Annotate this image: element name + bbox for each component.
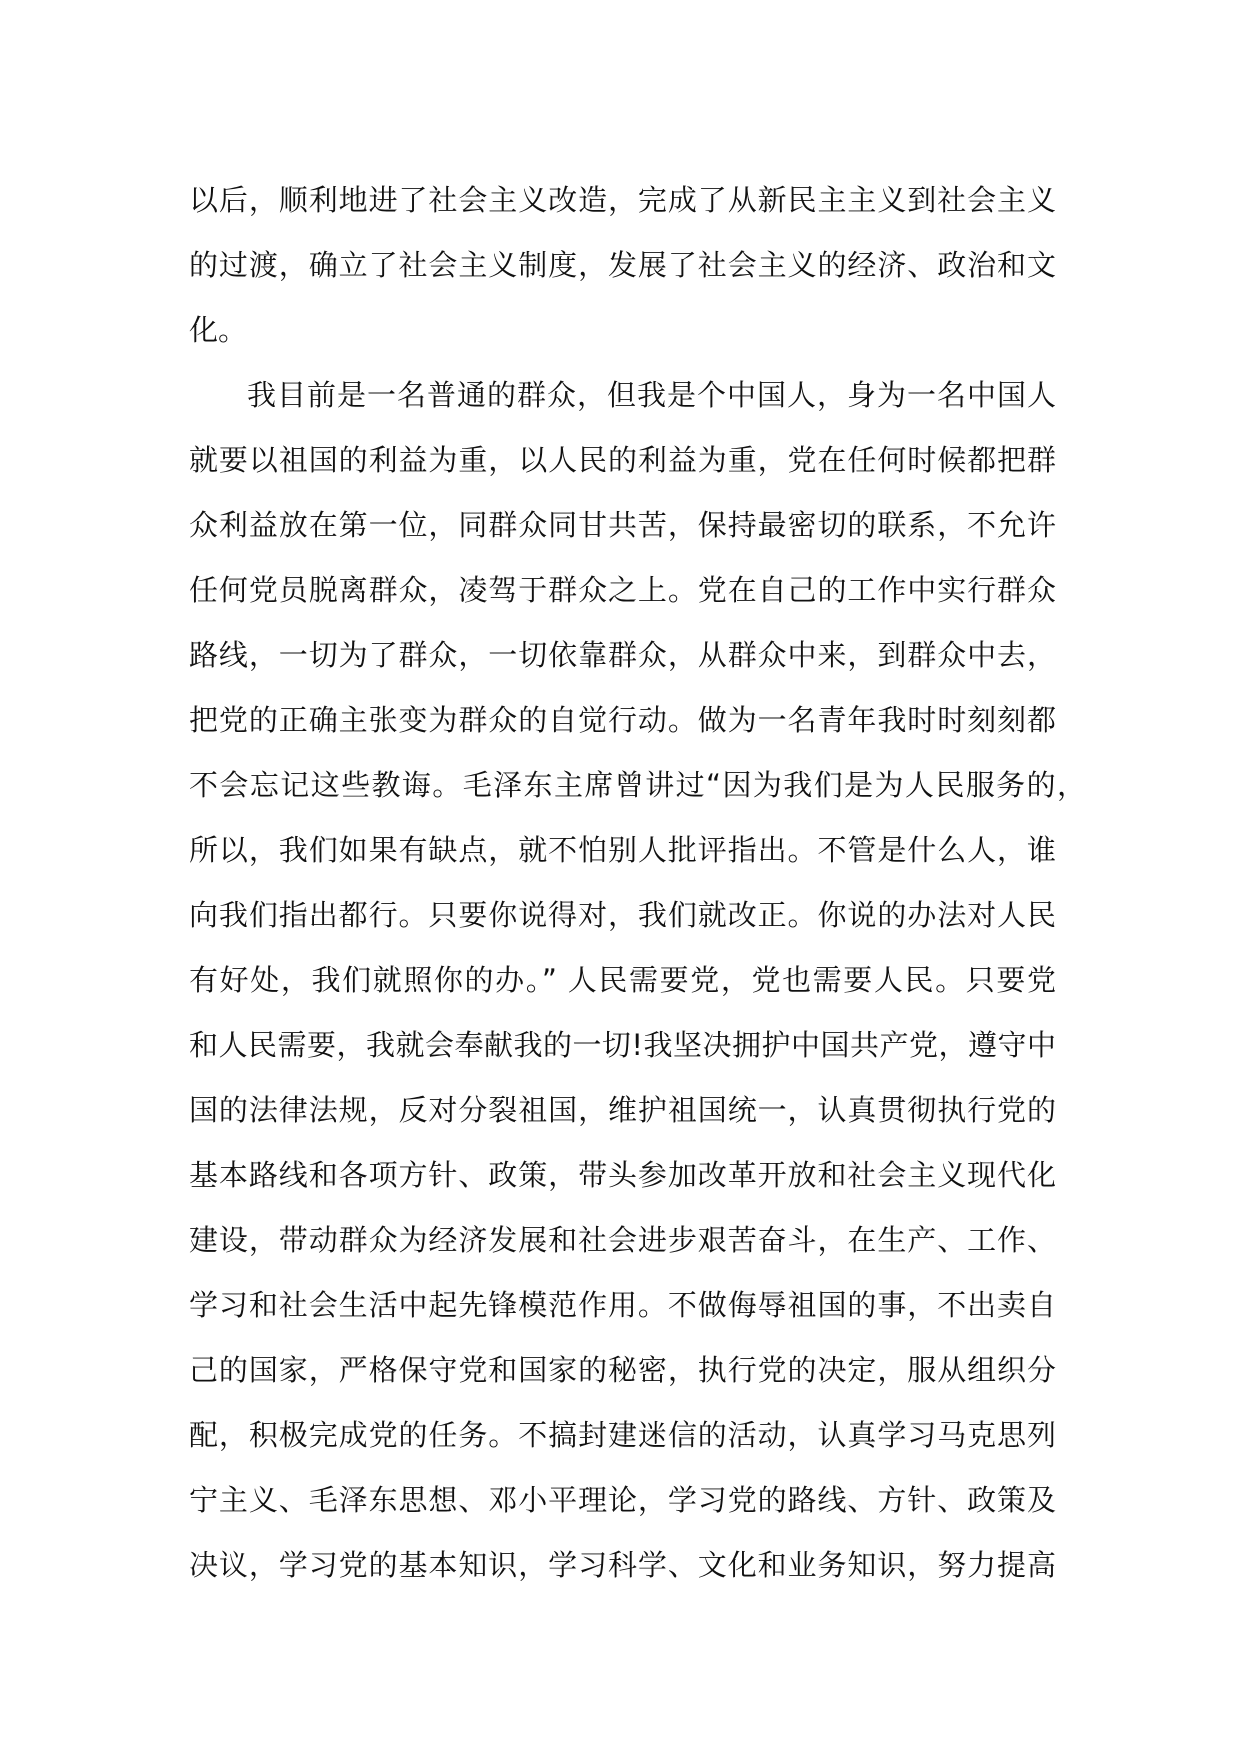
text-line: 宁主义、毛泽东思想、邓小平理论，学习党的路线、方针、政策及 (189, 1483, 1056, 1517)
text-line: 己的国家，严格保守党和国家的秘密，执行党的决定，服从组织分 (189, 1353, 1056, 1387)
text-line: 基本路线和各项方针、政策，带头参加改革开放和社会主义现代化 (189, 1158, 1056, 1192)
text-line: 路线，一切为了群众，一切依靠群众，从群众中来，到群众中去， (189, 638, 1056, 672)
text-line: 把党的正确主张变为群众的自觉行动。做为一名青年我时时刻刻都 (189, 703, 1056, 737)
text-line: 和人民需要，我就会奉献我的一切!我坚决拥护中国共产党，遵守中 (189, 1028, 1056, 1062)
paragraph-1 (189, 168, 1056, 363)
text-line: 我目前是一名普通的群众，但我是个中国人，身为一名中国人 (247, 378, 1056, 412)
paragraph-2 (189, 363, 1086, 1598)
text-line: 众利益放在第一位，同群众同甘共苦，保持最密切的联系，不允许 (189, 508, 1056, 542)
text-line: 国的法律法规，反对分裂祖国，维护祖国统一，认真贯彻执行党的 (189, 1093, 1056, 1127)
text-line: 向我们指出都行。只要你说得对，我们就改正。你说的办法对人民 (189, 898, 1056, 932)
text-line: 有好处，我们就照你的办。” 人民需要党，党也需要人民。只要党 (189, 963, 1056, 997)
text-line: 学习和社会生活中起先锋模范作用。不做侮辱祖国的事，不出卖自 (189, 1288, 1056, 1322)
document-body (189, 168, 1086, 1598)
text-line: 决议，学习党的基本知识，学习科学、文化和业务知识，努力提高 (189, 1548, 1056, 1582)
text-line: 不会忘记这些教诲。毛泽东主席曾讲过“因为我们是为人民服务的， (189, 768, 1086, 802)
text-line: 任何党员脱离群众，凌驾于群众之上。党在自己的工作中实行群众 (189, 573, 1056, 607)
text-line: 就要以祖国的利益为重，以人民的利益为重，党在任何时候都把群 (189, 443, 1056, 477)
text-line: 建设，带动群众为经济发展和社会进步艰苦奋斗，在生产、工作、 (189, 1223, 1056, 1257)
text-line: 所以，我们如果有缺点，就不怕别人批评指出。不管是什么人，谁 (189, 833, 1056, 867)
text-line: 配，积极完成党的任务。不搞封建迷信的活动，认真学习马克思列 (189, 1418, 1056, 1452)
text-line: 以后，顺利地进了社会主义改造，完成了从新民主主义到社会主义 (189, 183, 1056, 217)
text-line: 化。 (189, 313, 248, 347)
text-line: 的过渡，确立了社会主义制度，发展了社会主义的经济、政治和文 (189, 248, 1056, 282)
